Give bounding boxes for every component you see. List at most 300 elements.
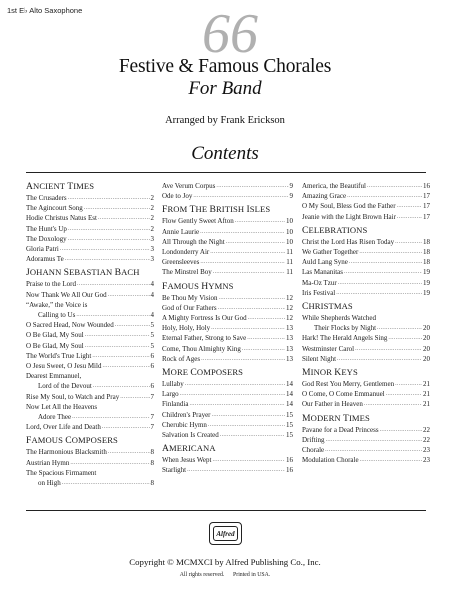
entry-page-number: 14 xyxy=(286,380,293,389)
entry-title: Auld Lang Syne xyxy=(302,258,348,267)
entry-page-number: 11 xyxy=(286,258,293,267)
contents-entry xyxy=(302,257,430,267)
contents-entry xyxy=(26,330,154,340)
contents-entry xyxy=(162,379,293,389)
entry-page-number: 5 xyxy=(150,321,154,330)
book-title: Festive & Famous Chorales xyxy=(118,56,332,77)
contents-entry xyxy=(162,333,293,343)
contents-column-1 xyxy=(26,181,154,488)
dot-leader xyxy=(235,216,285,226)
contents-entry xyxy=(302,425,430,435)
entry-page-number: 15 xyxy=(286,420,293,429)
contents-entry xyxy=(26,254,154,264)
entry-title: Greensleeves xyxy=(162,258,200,267)
dot-leader xyxy=(211,323,285,333)
entry-title: Hodie Christus Natus Est xyxy=(26,214,97,223)
contents-entry xyxy=(302,354,430,364)
dot-leader xyxy=(70,458,149,468)
entry-page-number: 6 xyxy=(150,362,154,371)
entry-title: All Through the Night xyxy=(162,237,225,246)
entry-title: Londonderry Air xyxy=(162,248,210,257)
entry-title: Silent Night xyxy=(302,354,337,363)
dot-leader xyxy=(338,278,422,288)
entry-title: Come, Thou Almighty King xyxy=(162,344,241,353)
entry-page-number: 11 xyxy=(286,248,293,257)
contents-entry xyxy=(302,247,430,257)
section-heading: FROM THE BRITISH ISLES xyxy=(162,204,271,216)
entry-title: Annie Laurie xyxy=(162,227,200,236)
section-heading: CHRISTMAS xyxy=(302,301,353,313)
contents-entry xyxy=(26,478,154,488)
dot-leader xyxy=(395,379,422,389)
entry-page-number: 15 xyxy=(286,431,293,440)
contents-entry xyxy=(162,313,293,323)
contents-entry xyxy=(26,412,154,422)
dot-leader xyxy=(397,201,422,211)
contents-entry xyxy=(302,237,430,247)
contents-entry xyxy=(162,399,293,409)
entry-title: God Rest You Merry, Gentlemen xyxy=(302,380,395,389)
dot-leader xyxy=(93,381,150,391)
contents-entry xyxy=(162,227,293,237)
entry-page-number: 8 xyxy=(150,448,154,457)
contents-entry xyxy=(302,435,430,445)
alfred-logo xyxy=(209,522,242,545)
entry-title: The Harmonious Blacksmith xyxy=(26,448,107,457)
contents-entry xyxy=(26,279,154,289)
contents-entry xyxy=(162,267,293,277)
entry-page-number: 19 xyxy=(423,278,430,287)
entry-page-number: 10 xyxy=(286,227,293,236)
contents-entry xyxy=(162,354,293,364)
dot-leader xyxy=(84,203,150,213)
contents-entry xyxy=(26,224,154,234)
dot-leader xyxy=(355,344,422,354)
dot-leader xyxy=(98,213,150,223)
book-number: 66 xyxy=(202,3,258,65)
contents-entry xyxy=(26,371,154,381)
contents-entry xyxy=(302,445,430,455)
entry-page-number: 11 xyxy=(286,268,293,277)
entry-page-number: 13 xyxy=(286,344,293,353)
entry-title: O Come, O Come Emmanuel xyxy=(302,390,385,399)
entry-page-number: 5 xyxy=(150,341,154,350)
entry-page-number: 14 xyxy=(286,400,293,409)
dot-leader xyxy=(120,392,149,402)
contents-entry xyxy=(302,267,430,277)
entry-page-number: 10 xyxy=(286,237,293,246)
entry-page-number: 21 xyxy=(423,390,430,399)
dot-leader xyxy=(247,333,285,343)
dot-leader xyxy=(326,435,422,445)
contents-entry xyxy=(302,212,430,222)
entry-title: Amazing Grace xyxy=(302,192,347,201)
rights-notice: All rights reserved. Printed in USA. xyxy=(179,572,271,578)
dot-leader xyxy=(349,257,422,267)
entry-page-number: 17 xyxy=(423,212,430,221)
entry-title: Now Thank We All Our God xyxy=(26,290,107,299)
entry-page-number: 17 xyxy=(423,202,430,211)
entry-title: Lord, Over Life and Death xyxy=(26,423,101,432)
entry-page-number: 22 xyxy=(423,425,430,434)
contents-entry xyxy=(26,244,154,254)
entry-title: When Jesus Wept xyxy=(162,456,212,465)
contents-entry xyxy=(26,290,154,300)
dot-leader xyxy=(248,313,285,323)
entry-title: Rock of Ages xyxy=(162,354,201,363)
dot-leader xyxy=(337,354,422,364)
entry-page-number: 20 xyxy=(423,334,430,343)
dot-leader xyxy=(62,478,150,488)
entry-page-number: 13 xyxy=(286,354,293,363)
dot-leader xyxy=(68,193,150,203)
contents-entry xyxy=(302,344,430,354)
contents-entry xyxy=(162,257,293,267)
entry-title: Modulation Chorale xyxy=(302,456,359,465)
dot-leader xyxy=(85,330,150,340)
entry-page-number: 20 xyxy=(423,354,430,363)
entry-page-number: 13 xyxy=(286,324,293,333)
dot-leader xyxy=(212,455,285,465)
dot-leader xyxy=(108,290,150,300)
entry-title: Drifting xyxy=(302,435,325,444)
contents-entry xyxy=(26,422,154,432)
entry-title: on High xyxy=(38,479,61,488)
entry-page-number: 18 xyxy=(423,258,430,267)
entry-title: Starlight xyxy=(162,466,187,475)
book-subtitle: For Band xyxy=(188,78,262,99)
contents-entry xyxy=(162,420,293,430)
contents-column-2 xyxy=(162,181,293,476)
contents-entry xyxy=(26,361,154,371)
section-heading: FAMOUS HYMNS xyxy=(162,280,234,292)
entry-title: While Shepherds Watched xyxy=(302,314,376,323)
entry-title: Jeanie with the Light Brown Hair xyxy=(302,212,396,221)
contents-entry xyxy=(26,392,154,402)
entry-page-number: 20 xyxy=(423,344,430,353)
contents-entry xyxy=(26,341,154,351)
dot-leader xyxy=(60,244,150,254)
contents-entry xyxy=(302,399,430,409)
entry-title: Cherubic Hymn xyxy=(162,420,207,429)
contents-entry xyxy=(26,300,154,310)
entry-title: Praise to the Lord xyxy=(26,280,76,289)
entry-title: Iris Festival xyxy=(302,288,336,297)
contents-entry xyxy=(302,379,430,389)
dot-leader xyxy=(77,279,150,289)
entry-page-number: 21 xyxy=(423,380,430,389)
dot-leader xyxy=(219,293,285,303)
entry-title: The Hunt's Up xyxy=(26,224,67,233)
dot-leader xyxy=(200,227,285,237)
entry-title: Pavane for a Dead Princess xyxy=(302,425,379,434)
entry-page-number: 16 xyxy=(286,456,293,465)
entry-title: O Be Glad, My Soul xyxy=(26,341,84,350)
dot-leader xyxy=(108,447,150,457)
entry-page-number: 7 xyxy=(150,413,154,422)
entry-page-number: 2 xyxy=(150,214,154,223)
entry-title: The Doxology xyxy=(26,234,67,243)
entry-page-number: 4 xyxy=(150,290,154,299)
entry-page-number: 8 xyxy=(150,458,154,467)
contents-rule xyxy=(26,172,426,173)
dot-leader xyxy=(220,430,285,440)
entry-page-number: 18 xyxy=(423,237,430,246)
entry-title: Largo xyxy=(162,390,179,399)
entry-title: The Agincourt Song xyxy=(26,204,83,213)
entry-page-number: 4 xyxy=(150,280,154,289)
contents-entry xyxy=(162,389,293,399)
dot-leader xyxy=(180,389,285,399)
entry-title: Lord of the Devout xyxy=(38,382,92,391)
dot-leader xyxy=(189,399,285,409)
entry-title: Christ the Lord Has Risen Today xyxy=(302,237,395,246)
contents-entry xyxy=(26,468,154,478)
entry-title: O Jesu Sweet, O Jesu Mild xyxy=(26,362,102,371)
dot-leader xyxy=(397,212,422,222)
dot-leader xyxy=(92,351,149,361)
entry-title: Gloria Patri xyxy=(26,245,59,254)
entry-title: Ma-Oz Tzur xyxy=(302,278,337,287)
dot-leader xyxy=(185,379,285,389)
contents-entry xyxy=(162,191,293,201)
entry-title: Be Thou My Vision xyxy=(162,293,218,302)
contents-entry xyxy=(162,303,293,313)
contents-entry xyxy=(26,203,154,213)
entry-page-number: 6 xyxy=(150,351,154,360)
dot-leader xyxy=(359,247,422,257)
entry-page-number: 2 xyxy=(150,194,154,202)
contents-entry xyxy=(162,430,293,440)
contents-entry xyxy=(26,234,154,244)
entry-title: Westminster Carol xyxy=(302,344,355,353)
entry-title: Calling to Us xyxy=(38,311,76,320)
entry-title: Chorale xyxy=(302,446,325,455)
entry-title: Their Flocks by Night xyxy=(314,324,377,333)
entry-page-number: 2 xyxy=(150,224,154,233)
dot-leader xyxy=(242,344,285,354)
dot-leader xyxy=(72,412,149,422)
dot-leader xyxy=(380,425,422,435)
dot-leader xyxy=(395,237,422,247)
entry-title: Dearest Emmanuel, xyxy=(26,372,82,381)
entry-page-number: 12 xyxy=(286,293,293,302)
dot-leader xyxy=(367,181,422,191)
entry-page-number: 2 xyxy=(150,204,154,213)
entry-title: The Minstrel Boy xyxy=(162,268,212,277)
dot-leader xyxy=(212,410,285,420)
dot-leader xyxy=(115,320,150,330)
entry-page-number: 23 xyxy=(423,456,430,465)
entry-page-number: 23 xyxy=(423,446,430,455)
contents-entry xyxy=(302,333,430,343)
dot-leader xyxy=(377,323,422,333)
entry-page-number: 15 xyxy=(286,410,293,419)
entry-title: Austrian Hymn xyxy=(26,458,70,467)
dot-leader xyxy=(210,247,285,257)
contents-heading: Contents xyxy=(191,143,259,164)
contents-entry xyxy=(162,247,293,257)
entry-page-number: 7 xyxy=(150,392,154,401)
contents-entry xyxy=(162,323,293,333)
section-heading: AMERICANA xyxy=(162,443,216,455)
entry-page-number: 13 xyxy=(286,334,293,343)
entry-page-number: 21 xyxy=(423,400,430,409)
entry-page-number: 22 xyxy=(423,435,430,444)
entry-page-number: 9 xyxy=(289,182,293,190)
contents-entry xyxy=(302,455,430,465)
entry-title: Children's Prayer xyxy=(162,410,211,419)
dot-leader xyxy=(68,224,150,234)
entry-page-number: 16 xyxy=(286,466,293,475)
dot-leader xyxy=(213,267,285,277)
contents-entry xyxy=(26,351,154,361)
contents-entry xyxy=(302,288,430,298)
dot-leader xyxy=(364,399,422,409)
entry-page-number: 14 xyxy=(286,390,293,399)
contents-entry xyxy=(162,293,293,303)
entry-page-number: 7 xyxy=(150,423,154,432)
dot-leader xyxy=(68,234,150,244)
entry-title: O Be Glad, My Soul xyxy=(26,331,84,340)
dot-leader xyxy=(388,333,422,343)
contents-entry xyxy=(162,455,293,465)
section-heading: MORE COMPOSERS xyxy=(162,367,244,379)
section-heading: MODERN TIMES xyxy=(302,412,370,424)
entry-page-number: 8 xyxy=(150,479,154,488)
dot-leader xyxy=(218,303,285,313)
dot-leader xyxy=(193,191,288,201)
dot-leader xyxy=(347,191,422,201)
contents-entry xyxy=(26,310,154,320)
entry-page-number: 17 xyxy=(423,192,430,201)
entry-page-number: 18 xyxy=(423,248,430,257)
entry-title: The World's True Light xyxy=(26,351,92,360)
section-heading: FAMOUS COMPOSERS xyxy=(26,435,118,447)
entry-title: Holy, Holy, Holy xyxy=(162,324,211,333)
footer-rule xyxy=(26,510,426,511)
contents-entry xyxy=(162,216,293,226)
arranger-credit: Arranged by Frank Erickson xyxy=(165,115,285,126)
entry-page-number: 10 xyxy=(286,217,293,226)
entry-page-number: 20 xyxy=(423,324,430,333)
entry-title: Adoramus Te xyxy=(26,255,64,264)
dot-leader xyxy=(344,267,422,277)
entry-title: Now Let All the Heavens xyxy=(26,402,98,411)
entry-page-number: 19 xyxy=(423,288,430,297)
dot-leader xyxy=(85,341,150,351)
dot-leader xyxy=(187,465,285,475)
contents-entry xyxy=(162,465,293,475)
dot-leader xyxy=(360,455,422,465)
entry-page-number: 4 xyxy=(150,311,154,320)
contents-entry xyxy=(26,447,154,457)
contents-entry xyxy=(26,193,154,203)
contents-entry xyxy=(302,201,430,211)
entry-page-number: 5 xyxy=(150,331,154,340)
entry-page-number: 19 xyxy=(423,268,430,277)
contents-entry xyxy=(26,402,154,412)
dot-leader xyxy=(102,422,150,432)
entry-title: Hark! The Herald Angels Sing xyxy=(302,334,388,343)
dot-leader xyxy=(216,181,288,191)
dot-leader xyxy=(200,257,285,267)
dot-leader xyxy=(325,445,422,455)
entry-title: Ave Verum Corpus xyxy=(162,182,216,190)
entry-title: O Sacred Head, Now Wounded xyxy=(26,321,114,330)
contents-entry xyxy=(26,381,154,391)
instrument-part-label: 1st E♭ Alto Saxophone xyxy=(7,6,83,15)
contents-entry xyxy=(302,323,430,333)
dot-leader xyxy=(76,310,149,320)
section-heading: JOHANN SEBASTIAN BACH xyxy=(26,267,140,279)
contents-entry xyxy=(162,181,293,191)
contents-entry xyxy=(162,344,293,354)
entry-title: Finlandia xyxy=(162,400,189,409)
entry-title: Rise My Soul, to Watch and Pray xyxy=(26,392,120,401)
entry-page-number: 3 xyxy=(150,245,154,254)
entry-page-number: 12 xyxy=(286,303,293,312)
entry-page-number: 3 xyxy=(150,255,154,264)
entry-page-number: 9 xyxy=(289,192,293,201)
entry-title: Flow Gently Sweet Afton xyxy=(162,217,234,226)
entry-title: The Crusaders xyxy=(26,194,67,202)
entry-page-number: 3 xyxy=(150,234,154,243)
entry-title: Eternal Father, Strong to Save xyxy=(162,334,247,343)
contents-entry xyxy=(302,389,430,399)
entry-title: Our Father in Heaven xyxy=(302,400,363,409)
contents-entry xyxy=(162,237,293,247)
entry-title: Las Mananitas xyxy=(302,268,344,277)
entry-title: “Awake,” the Voice is xyxy=(26,300,88,309)
entry-title: Salvation Is Created xyxy=(162,431,219,440)
contents-entry xyxy=(302,278,430,288)
contents-column-3 xyxy=(302,181,430,465)
dot-leader xyxy=(226,237,285,247)
entry-title: A Mighty Fortress Is Our God xyxy=(162,314,247,323)
entry-title: O My Soul, Bless God the Father xyxy=(302,202,396,211)
dot-leader xyxy=(65,254,150,264)
entry-title: Lullaby xyxy=(162,380,184,389)
entry-title: America, the Beautiful xyxy=(302,182,366,190)
dot-leader xyxy=(208,420,285,430)
dot-leader xyxy=(201,354,285,364)
section-heading: CELEBRATIONS xyxy=(302,224,368,236)
entry-title: Adore Thee xyxy=(38,413,72,422)
dot-leader xyxy=(386,389,422,399)
contents-entry xyxy=(162,410,293,420)
entry-title: We Gather Together xyxy=(302,248,359,257)
entry-title: God of Our Fathers xyxy=(162,303,217,312)
entry-title: Ode to Joy xyxy=(162,192,193,201)
copyright-notice: Copyright © MCMXCI by Alfred Publishing Co., Inc. xyxy=(129,557,321,567)
section-heading: ANCIENT TIMES xyxy=(26,181,95,192)
dot-leader xyxy=(336,288,422,298)
contents-entry xyxy=(302,181,430,191)
dot-leader xyxy=(102,361,149,371)
entry-page-number: 12 xyxy=(286,314,293,323)
contents-entry xyxy=(26,213,154,223)
contents-entry xyxy=(26,458,154,468)
contents-entry xyxy=(302,191,430,201)
contents-entry xyxy=(26,320,154,330)
alfred-logo-mark: Alfred xyxy=(213,526,238,541)
entry-page-number: 6 xyxy=(150,382,154,391)
contents-entry xyxy=(302,313,430,323)
entry-page-number: 16 xyxy=(423,182,430,190)
section-heading: MINOR KEYS xyxy=(302,367,358,379)
entry-title: The Spacious Firmament xyxy=(26,468,97,477)
